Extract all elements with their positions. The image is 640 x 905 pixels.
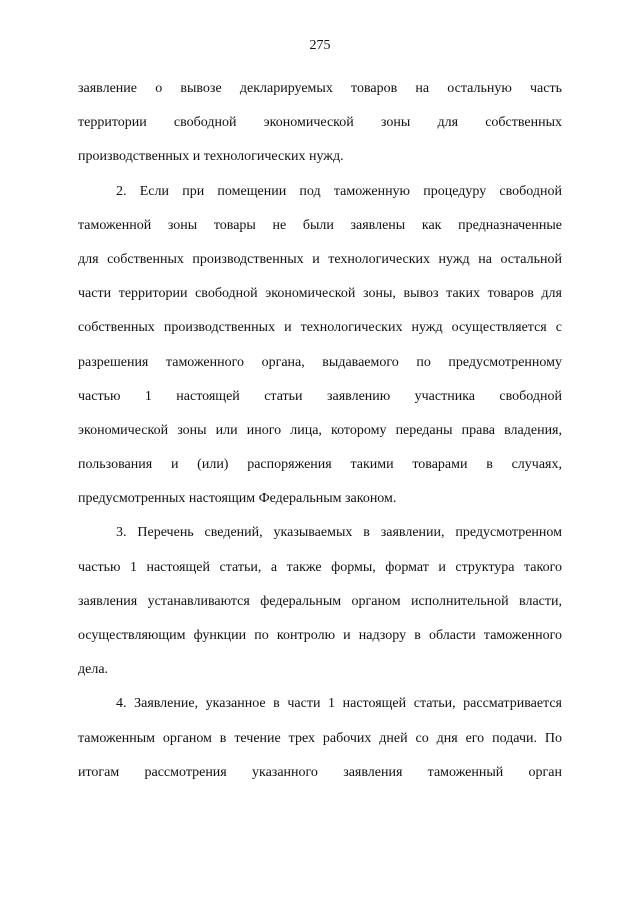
page-number: 275 [309, 38, 331, 53]
text-line: собственных производственных и технологических нужд осуществляется с [78, 320, 562, 336]
paragraph-1 [78, 72, 562, 175]
text-line: заявления устанавливаются федеральным органом исполнительной власти, [78, 593, 562, 609]
document-body [78, 72, 562, 790]
text-line: осуществляющим функции по контролю и надзору в области таможенного [78, 628, 562, 643]
text-line: 3. Перечень сведений, указываемых в заявлении, предусмотренном [116, 525, 562, 541]
paragraph-3 [78, 516, 562, 687]
text-line: разрешения таможенного органа, выдаваемого по предусмотренному [78, 354, 562, 370]
text-line: территории свободной экономической зоны для собственных [78, 115, 562, 131]
paragraph-2 [78, 175, 562, 517]
text-line: таможенным органом в течение трех рабочих дней со дня его подачи. По [78, 730, 562, 746]
text-line: 4. Заявление, указанное в части 1 настоящей статьи, рассматривается [116, 696, 562, 712]
text-line: для собственных производственных и технологических нужд на остальной [78, 251, 562, 267]
text-line: производственных и технологических нужд. [78, 149, 344, 165]
paragraph-4 [78, 687, 562, 790]
text-line: предусмотренных настоящим Федеральным законом. [78, 491, 397, 507]
text-line: итогам рассмотрения указанного заявления таможенный орган [78, 764, 562, 780]
text-line: 2. Если при помещении под таможенную процедуру свободной [116, 183, 562, 199]
text-line: части территории свободной экономической зоны, вывоз таких товаров для [78, 286, 562, 302]
text-line: экономической зоны или иного лица, которому переданы права владения, [78, 422, 562, 438]
text-line: заявление о вывозе декларируемых товаров на остальную часть [78, 81, 562, 96]
text-line: частью 1 настоящей статьи заявлению участника свободной [78, 388, 562, 404]
text-line: частью 1 настоящей статьи, а также формы, формат и структура такого [78, 559, 562, 575]
text-line: таможенной зоны товары не были заявлены как предназначенные [78, 217, 562, 233]
text-line: дела. [78, 662, 109, 678]
text-line: пользования и (или) распоряжения такими товарами в случаях, [78, 457, 562, 473]
